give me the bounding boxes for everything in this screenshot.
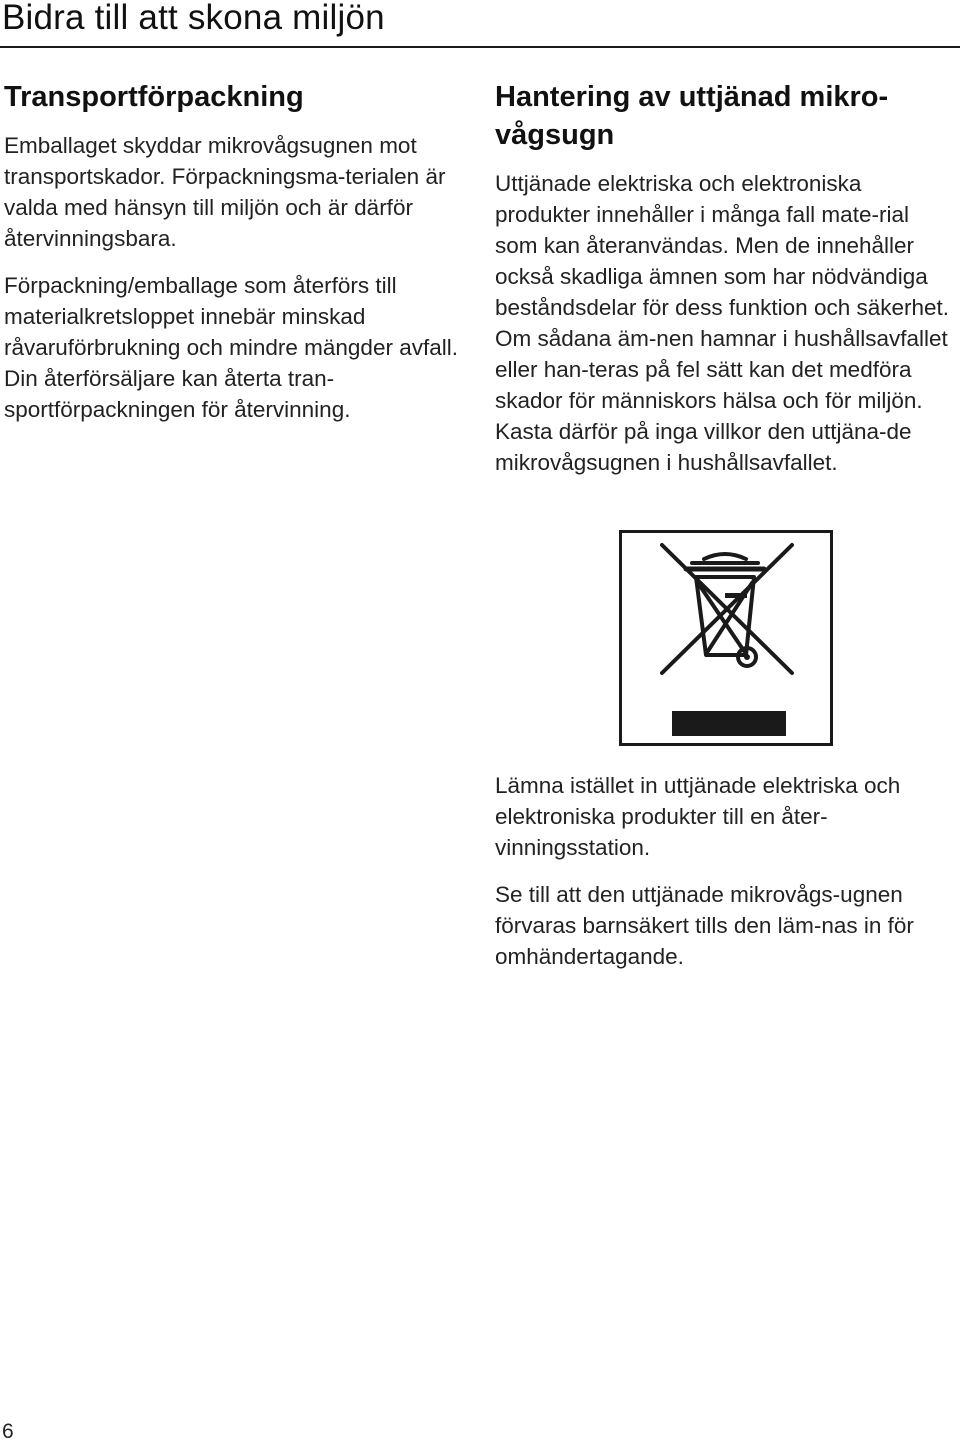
disposal-instructions-section (495, 770, 955, 988)
header-divider (0, 46, 960, 48)
weee-symbol (619, 530, 833, 746)
transport-packaging-paragraph-1: Emballaget skyddar mikrovågsugnen mot transportskador. Förpackningsma-terialen är valda med hänsyn till miljön och är därför återvinningsbara. (4, 133, 446, 251)
transport-packaging-paragraph-2: Förpackning/emballage som återförs till materialkretsloppet innebär minskad råvaruförbrukning och mindre mängder avfall. Din återförsäljare kan återta tran-sportförpackningen för återvinning. (4, 273, 458, 422)
disposal-instruction-2: Se till att den uttjänade mikrovågs-ugnen förvaras barnsäkert tills den läm-nas in för omhändertagande. (495, 882, 914, 969)
bin-lid-accent (725, 593, 747, 598)
page-number: 6 (2, 1420, 14, 1443)
disposal-instruction-1: Lämna istället in uttjänade elektriska och elektroniska produkter till en åter-vinningsstation. (495, 773, 901, 860)
symbol-underline-bar (672, 711, 786, 736)
disposal-paragraph-1: Uttjänade elektriska och elektroniska produkter innehåller i många fall mate-rial som kan återanvändas. Men de innehåller också skadliga ämnen som har nödvändiga beståndsdelar för dess funktion och säkerhet. Om sådana äm-nen hamnar i hushållsavfallet eller han-teras på fel sätt kan det medföra skador för människors hälsa och för miljön. Kasta därför på inga villkor den uttjäna-de mikrovågsugnen i hushållsavfallet. (495, 171, 950, 475)
transport-packaging-section (4, 78, 466, 441)
disposal-section (495, 78, 955, 494)
transport-packaging-heading: Transportförpackning (4, 81, 304, 113)
disposal-heading: Hantering av uttjänad mikro-vågsugn (495, 81, 889, 151)
crossed-out-wheelie-bin-icon (622, 533, 830, 743)
page-title: Bidra till att skona miljön (2, 0, 385, 37)
